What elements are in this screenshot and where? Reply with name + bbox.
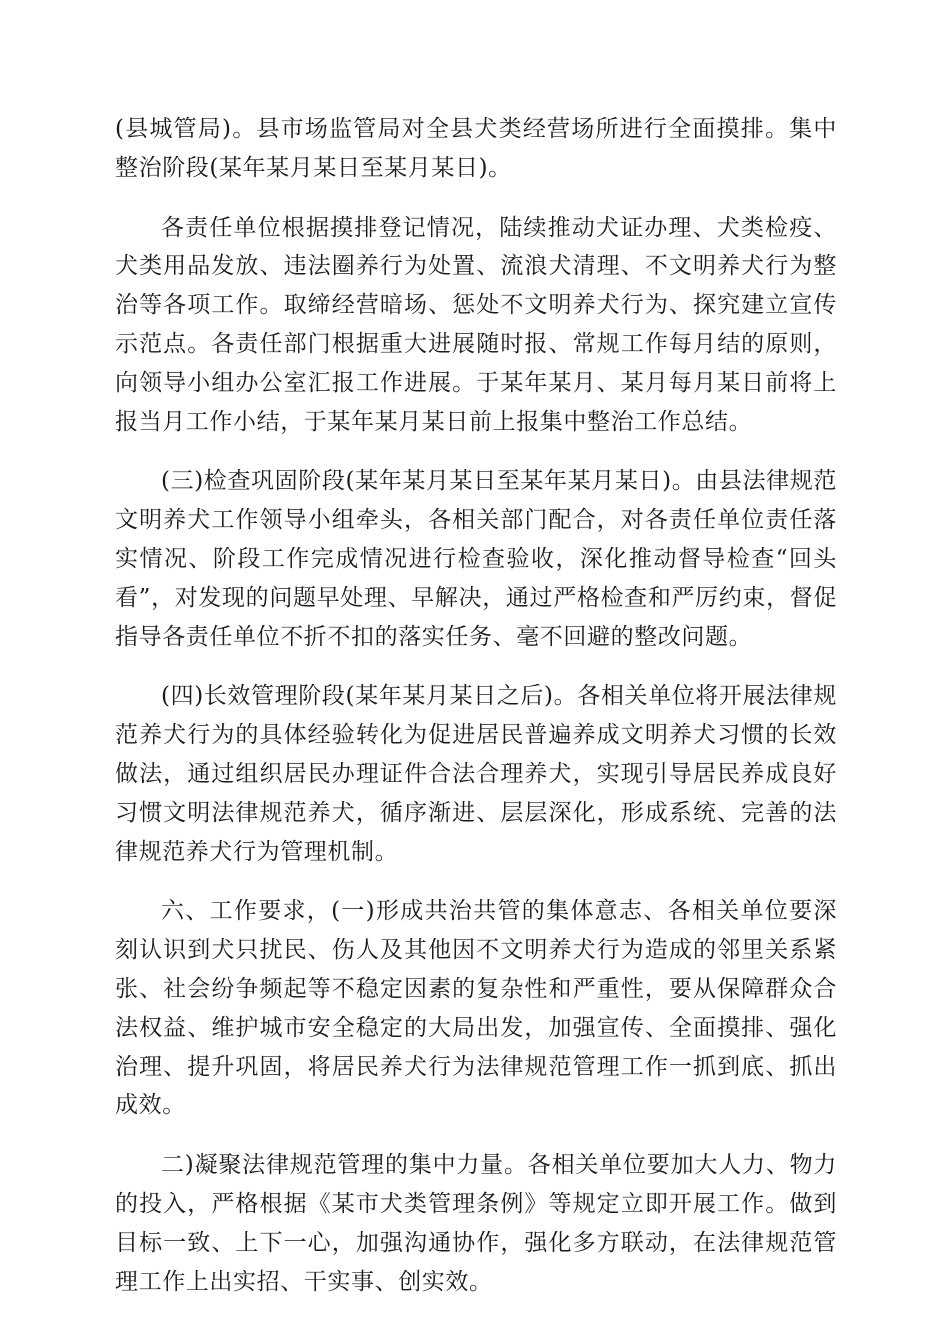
document-body	[115, 110, 837, 1322]
paragraph-1: (县城管局)。县市场监管局对全县犬类经营场所进行全面摸排。集中整治阶段(某年某月某日至某月某日)。	[115, 116, 837, 181]
paragraph-2: 各责任单位根据摸排登记情况，陆续推动犬证办理、犬类检疫、犬类用品发放、违法圈养行为处置、流浪犬清理、不文明养犬行为整治等各项工作。取缔经营暗场、惩处不文明养犬行为、探究建立宣传示范点。各责任部门根据重大进展随时报、常规工作每月结的原则，向领导小组办公室汇报工作进展。于某年某月、某月每月某日前将上报当月工作小结，于某年某月某日前上报集中整治工作总结。	[115, 214, 837, 435]
paragraph-3: (三)检查巩固阶段(某年某月某日至某年某月某日)。由县法律规范文明养犬工作领导小组牵头，各相关部门配合，对各责任单位责任落实情况、阶段工作完成情况进行检查验收，深化推动督导检查“回头看”，对发现的问题早处理、早解决，通过严格检查和严厉约束，督促指导各责任单位不折不扣的落实任务、毫不回避的整改问题。	[115, 468, 837, 650]
paragraph-6: 二)凝聚法律规范管理的集中力量。各相关单位要加大人力、物力的投入，严格根据《某市犬类管理条例》等规定立即开展工作。做到目标一致、上下一心，加强沟通协作，强化多方联动，在法律规范管理工作上出实招、干实事、创实效。	[115, 1152, 837, 1295]
paragraph-4: (四)长效管理阶段(某年某月某日之后)。各相关单位将开展法律规范养犬行为的具体经验转化为促进居民普遍养成文明养犬习惯的长效做法，通过组织居民办理证件合法合理养犬，实现引导居民养成良好习惯文明法律规范养犬，循序渐进、层层深化，形成系统、完善的法律规范养犬行为管理机制。	[115, 683, 837, 865]
paragraph-5: 六、工作要求，(一)形成共治共管的集体意志、各相关单位要深刻认识到犬只扰民、伤人及其他因不文明养犬行为造成的邻里关系紧张、社会纷争频起等不稳定因素的复杂性和严重性，要从保障群众合法权益、维护城市安全稳定的大局出发，加强宣传、全面摸排、强化治理、提升巩固，将居民养犬行为法律规范管理工作一抓到底、抓出成效。	[115, 898, 837, 1119]
